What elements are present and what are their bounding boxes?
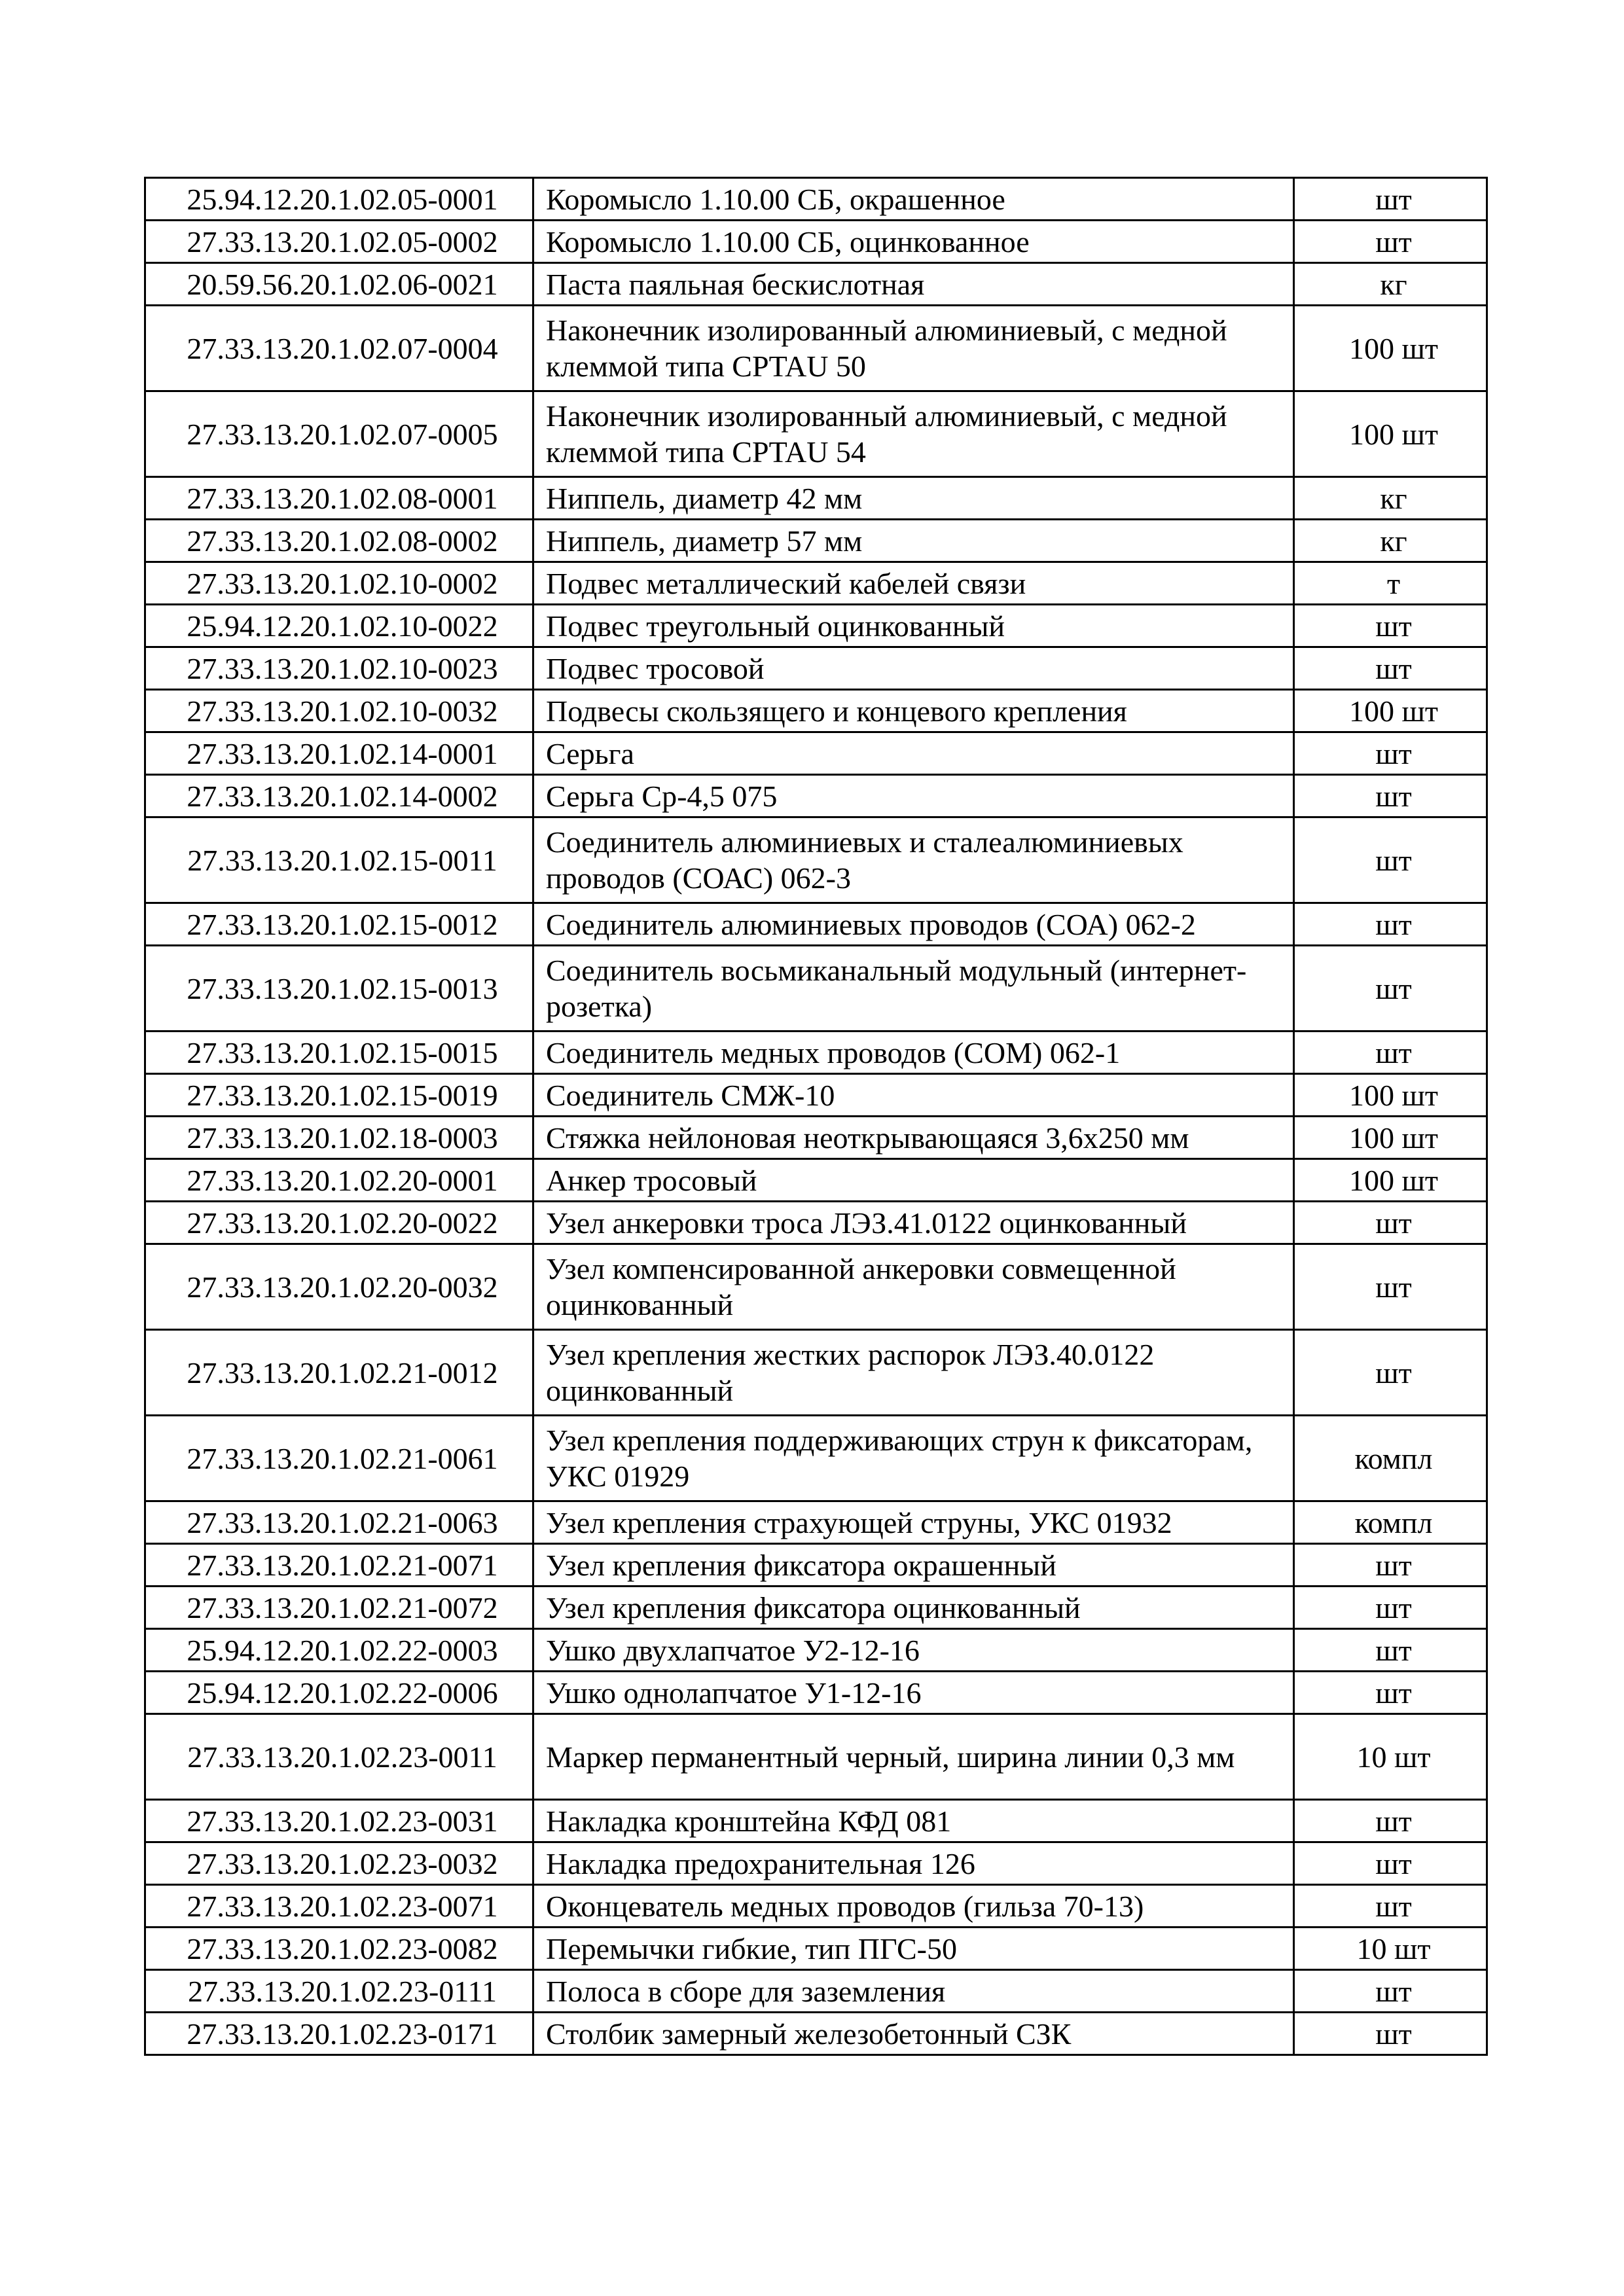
resource-code: 27.33.13.20.1.02.23-0111 [145, 1970, 533, 2013]
resource-name: Наконечник изолированный алюминиевый, с медной клеммой типа CPTAU 50 [533, 306, 1294, 391]
table-row [145, 263, 1487, 306]
resource-code: 27.33.13.20.1.02.14-0002 [145, 775, 533, 817]
resource-name: Полоса в сборе для заземления [533, 1970, 1294, 2013]
resource-code: 27.33.13.20.1.02.15-0011 [145, 817, 533, 903]
resource-unit: 100 шт [1294, 306, 1487, 391]
table-row [145, 1970, 1487, 2013]
resource-code: 25.94.12.20.1.02.22-0006 [145, 1672, 533, 1714]
resource-name: Соединитель алюминиевых проводов (СОА) 062-2 [533, 903, 1294, 946]
resource-unit: шт [1294, 946, 1487, 1031]
resource-code: 27.33.13.20.1.02.21-0061 [145, 1416, 533, 1501]
table-row [145, 520, 1487, 562]
resource-unit: 100 шт [1294, 1159, 1487, 1202]
resource-code: 27.33.13.20.1.02.18-0003 [145, 1117, 533, 1159]
resource-name: Стяжка нейлоновая неоткрывающаяся 3,6x250 мм [533, 1117, 1294, 1159]
table-row [145, 477, 1487, 520]
table-row [145, 1117, 1487, 1159]
resource-unit: шт [1294, 1842, 1487, 1885]
resource-unit: кг [1294, 520, 1487, 562]
resource-code: 27.33.13.20.1.02.14-0001 [145, 732, 533, 775]
resource-name: Соединитель медных проводов (СОМ) 062-1 [533, 1031, 1294, 1074]
resource-unit: 100 шт [1294, 391, 1487, 477]
table-row [145, 1629, 1487, 1672]
resource-code: 27.33.13.20.1.02.15-0019 [145, 1074, 533, 1117]
resource-name: Соединитель СМЖ-10 [533, 1074, 1294, 1117]
resource-code: 27.33.13.20.1.02.21-0063 [145, 1501, 533, 1544]
resource-name: Коромысло 1.10.00 СБ, оцинкованное [533, 221, 1294, 263]
table-row [145, 1885, 1487, 1928]
resource-unit: шт [1294, 1202, 1487, 1244]
resource-name: Коромысло 1.10.00 СБ, окрашенное [533, 178, 1294, 221]
resource-name: Подвес треугольный оцинкованный [533, 605, 1294, 647]
resource-name: Столбик замерный железобетонный СЗК [533, 2013, 1294, 2055]
resource-code: 27.33.13.20.1.02.23-0071 [145, 1885, 533, 1928]
table-row [145, 1544, 1487, 1587]
resource-code: 25.94.12.20.1.02.10-0022 [145, 605, 533, 647]
resource-code: 27.33.13.20.1.02.10-0002 [145, 562, 533, 605]
resource-name: Узел крепления жестких распорок ЛЭЗ.40.0122 оцинкованный [533, 1330, 1294, 1416]
table-row [145, 1714, 1487, 1800]
resource-code: 27.33.13.20.1.02.10-0032 [145, 690, 533, 732]
resource-unit: шт [1294, 1629, 1487, 1672]
resource-unit: 100 шт [1294, 690, 1487, 732]
resource-name: Накладка предохранительная 126 [533, 1842, 1294, 1885]
resource-unit: шт [1294, 1970, 1487, 2013]
resource-code: 27.33.13.20.1.02.23-0171 [145, 2013, 533, 2055]
resource-name: Узел анкеровки троса ЛЭЗ.41.0122 оцинкованный [533, 1202, 1294, 1244]
resource-unit: 100 шт [1294, 1117, 1487, 1159]
resource-name: Паста паяльная бескислотная [533, 263, 1294, 306]
resource-code: 27.33.13.20.1.02.07-0005 [145, 391, 533, 477]
resource-unit: шт [1294, 1885, 1487, 1928]
resource-code: 27.33.13.20.1.02.05-0002 [145, 221, 533, 263]
table-row [145, 178, 1487, 221]
table-row [145, 2013, 1487, 2055]
resource-name: Подвесы скользящего и концевого крепления [533, 690, 1294, 732]
resource-code: 20.59.56.20.1.02.06-0021 [145, 263, 533, 306]
resource-unit: шт [1294, 775, 1487, 817]
resource-code: 27.33.13.20.1.02.15-0013 [145, 946, 533, 1031]
resource-unit: шт [1294, 1587, 1487, 1629]
resource-unit: компл [1294, 1501, 1487, 1544]
table-row [145, 817, 1487, 903]
resource-unit: шт [1294, 1330, 1487, 1416]
resource-unit: шт [1294, 1031, 1487, 1074]
resource-name: Ниппель, диаметр 57 мм [533, 520, 1294, 562]
table-row [145, 1330, 1487, 1416]
resource-name: Подвес тросовой [533, 647, 1294, 690]
table-row [145, 221, 1487, 263]
table-row [145, 1159, 1487, 1202]
table-row [145, 1800, 1487, 1842]
table-row [145, 1672, 1487, 1714]
resource-unit: шт [1294, 647, 1487, 690]
resource-unit: шт [1294, 732, 1487, 775]
resource-unit: кг [1294, 263, 1487, 306]
resource-name: Подвес металлический кабелей связи [533, 562, 1294, 605]
resource-unit: шт [1294, 1800, 1487, 1842]
resource-code: 27.33.13.20.1.02.20-0001 [145, 1159, 533, 1202]
table-row [145, 903, 1487, 946]
table-row [145, 1501, 1487, 1544]
table-row [145, 946, 1487, 1031]
resource-name: Накладка кронштейна КФД 081 [533, 1800, 1294, 1842]
table-row [145, 1074, 1487, 1117]
resource-table [144, 177, 1488, 2056]
resource-name: Узел крепления фиксатора окрашенный [533, 1544, 1294, 1587]
table-row [145, 562, 1487, 605]
table-row [145, 605, 1487, 647]
resource-unit: шт [1294, 605, 1487, 647]
resource-code: 27.33.13.20.1.02.15-0015 [145, 1031, 533, 1074]
table-row [145, 1842, 1487, 1885]
table-row [145, 732, 1487, 775]
resource-code: 27.33.13.20.1.02.07-0004 [145, 306, 533, 391]
resource-name: Соединитель восьмиканальный модульный (интернет-розетка) [533, 946, 1294, 1031]
resource-code: 27.33.13.20.1.02.20-0022 [145, 1202, 533, 1244]
resource-unit: шт [1294, 1544, 1487, 1587]
resource-name: Соединитель алюминиевых и сталеалюминиевых проводов (СОАС) 062-3 [533, 817, 1294, 903]
resource-name: Наконечник изолированный алюминиевый, с медной клеммой типа CPTAU 54 [533, 391, 1294, 477]
resource-code: 27.33.13.20.1.02.21-0012 [145, 1330, 533, 1416]
resource-name: Маркер перманентный черный, ширина линии 0,3 мм [533, 1714, 1294, 1800]
table-row [145, 306, 1487, 391]
resource-code: 25.94.12.20.1.02.22-0003 [145, 1629, 533, 1672]
table-row [145, 1587, 1487, 1629]
resource-unit: 10 шт [1294, 1714, 1487, 1800]
resource-name: Перемычки гибкие, тип ПГС-50 [533, 1928, 1294, 1970]
resource-unit: компл [1294, 1416, 1487, 1501]
resource-name: Ушко однолапчатое У1-12-16 [533, 1672, 1294, 1714]
resource-name: Серьга [533, 732, 1294, 775]
resource-name: Узел крепления поддерживающих струн к фиксаторам, УКС 01929 [533, 1416, 1294, 1501]
resource-unit: кг [1294, 477, 1487, 520]
resource-code: 27.33.13.20.1.02.08-0001 [145, 477, 533, 520]
resource-table-body [145, 178, 1487, 2055]
resource-name: Анкер тросовый [533, 1159, 1294, 1202]
table-row [145, 1202, 1487, 1244]
table-row [145, 1416, 1487, 1501]
resource-code: 27.33.13.20.1.02.21-0071 [145, 1544, 533, 1587]
resource-unit: шт [1294, 178, 1487, 221]
resource-name: Серьга Ср-4,5 075 [533, 775, 1294, 817]
resource-unit: 10 шт [1294, 1928, 1487, 1970]
resource-code: 27.33.13.20.1.02.20-0032 [145, 1244, 533, 1330]
table-row [145, 690, 1487, 732]
resource-code: 27.33.13.20.1.02.08-0002 [145, 520, 533, 562]
table-row [145, 647, 1487, 690]
resource-code: 27.33.13.20.1.02.23-0031 [145, 1800, 533, 1842]
resource-name: Оконцеватель медных проводов (гильза 70-13) [533, 1885, 1294, 1928]
resource-unit: шт [1294, 2013, 1487, 2055]
resource-code: 27.33.13.20.1.02.23-0082 [145, 1928, 533, 1970]
table-row [145, 775, 1487, 817]
table-row [145, 391, 1487, 477]
resource-name: Узел крепления фиксатора оцинкованный [533, 1587, 1294, 1629]
resource-unit: 100 шт [1294, 1074, 1487, 1117]
resource-code: 27.33.13.20.1.02.15-0012 [145, 903, 533, 946]
resource-unit: шт [1294, 817, 1487, 903]
resource-name: Узел крепления страхующей струны, УКС 01932 [533, 1501, 1294, 1544]
resource-code: 27.33.13.20.1.02.23-0011 [145, 1714, 533, 1800]
resource-code: 27.33.13.20.1.02.10-0023 [145, 647, 533, 690]
resource-unit: шт [1294, 1672, 1487, 1714]
resource-unit: шт [1294, 221, 1487, 263]
resource-code: 27.33.13.20.1.02.21-0072 [145, 1587, 533, 1629]
table-row [145, 1244, 1487, 1330]
resource-code: 27.33.13.20.1.02.23-0032 [145, 1842, 533, 1885]
resource-name: Узел компенсированной анкеровки совмещенной оцинкованный [533, 1244, 1294, 1330]
resource-name: Ниппель, диаметр 42 мм [533, 477, 1294, 520]
resource-unit: шт [1294, 903, 1487, 946]
resource-unit: т [1294, 562, 1487, 605]
table-row [145, 1031, 1487, 1074]
resource-code: 25.94.12.20.1.02.05-0001 [145, 178, 533, 221]
table-row [145, 1928, 1487, 1970]
resource-unit: шт [1294, 1244, 1487, 1330]
resource-name: Ушко двухлапчатое У2-12-16 [533, 1629, 1294, 1672]
